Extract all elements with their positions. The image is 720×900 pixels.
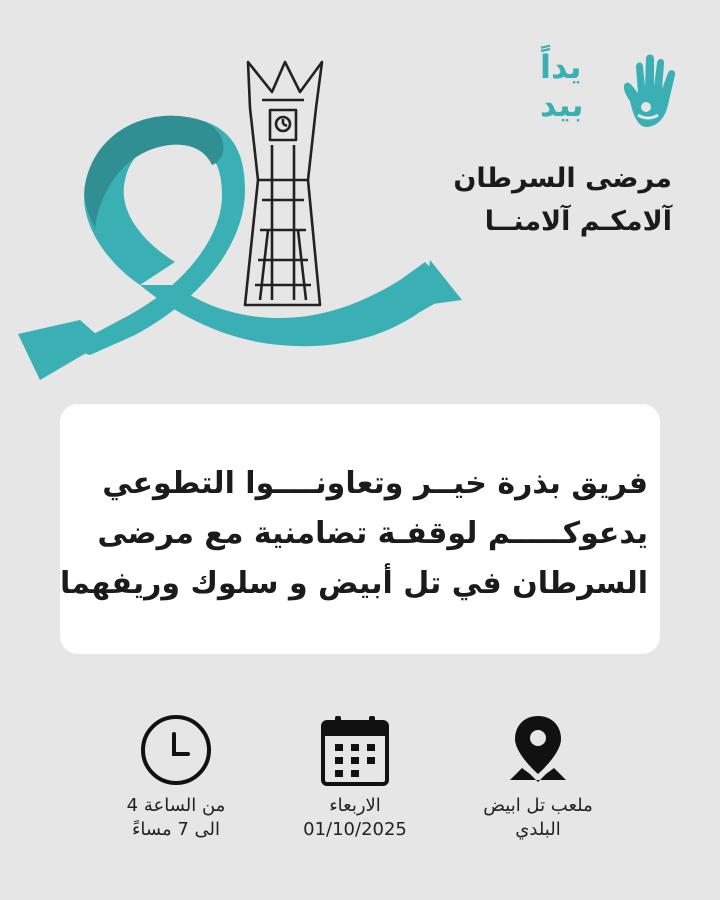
announcement-card bbox=[60, 404, 660, 654]
event-date-label bbox=[265, 794, 445, 842]
clock-icon bbox=[138, 712, 214, 788]
announcement-line-3: السرطان في تل أبيض و سلوك وريفهما bbox=[60, 566, 648, 601]
event-time-label bbox=[86, 794, 266, 842]
event-location-line2: البلدي bbox=[515, 819, 561, 840]
page-title: مرضى السرطان bbox=[453, 163, 672, 194]
announcement-text bbox=[60, 459, 648, 609]
clock-tower-icon bbox=[245, 62, 322, 305]
event-date-value: 01/10/2025 bbox=[303, 819, 407, 840]
announcement-line-1: فريق بذرة خيــر وتعاونــــوا التطوعي bbox=[102, 466, 648, 501]
event-date bbox=[265, 712, 445, 842]
logo-text-line1: يداً bbox=[540, 48, 582, 86]
awareness-ribbon-icon bbox=[18, 116, 462, 380]
event-time bbox=[86, 712, 266, 842]
event-location-label bbox=[448, 794, 628, 842]
logo-text-line2: بيد bbox=[540, 86, 584, 124]
page-subtitle: آلامكـم آلامنــا bbox=[484, 206, 672, 237]
event-time-line2: الى 7 مساءً bbox=[131, 819, 221, 840]
logo bbox=[535, 45, 680, 140]
location-pin-icon bbox=[500, 712, 576, 788]
event-time-line1: من الساعة 4 bbox=[126, 795, 226, 816]
calendar-icon bbox=[317, 712, 393, 788]
announcement-line-2: يدعوكـــــم لوقفـة تضامنية مع مرضى bbox=[97, 516, 648, 551]
event-location bbox=[448, 712, 628, 842]
event-location-line1: ملعب تل ابيض bbox=[483, 795, 593, 816]
hand-icon bbox=[618, 53, 680, 133]
event-day: الاربعاء bbox=[329, 795, 381, 816]
